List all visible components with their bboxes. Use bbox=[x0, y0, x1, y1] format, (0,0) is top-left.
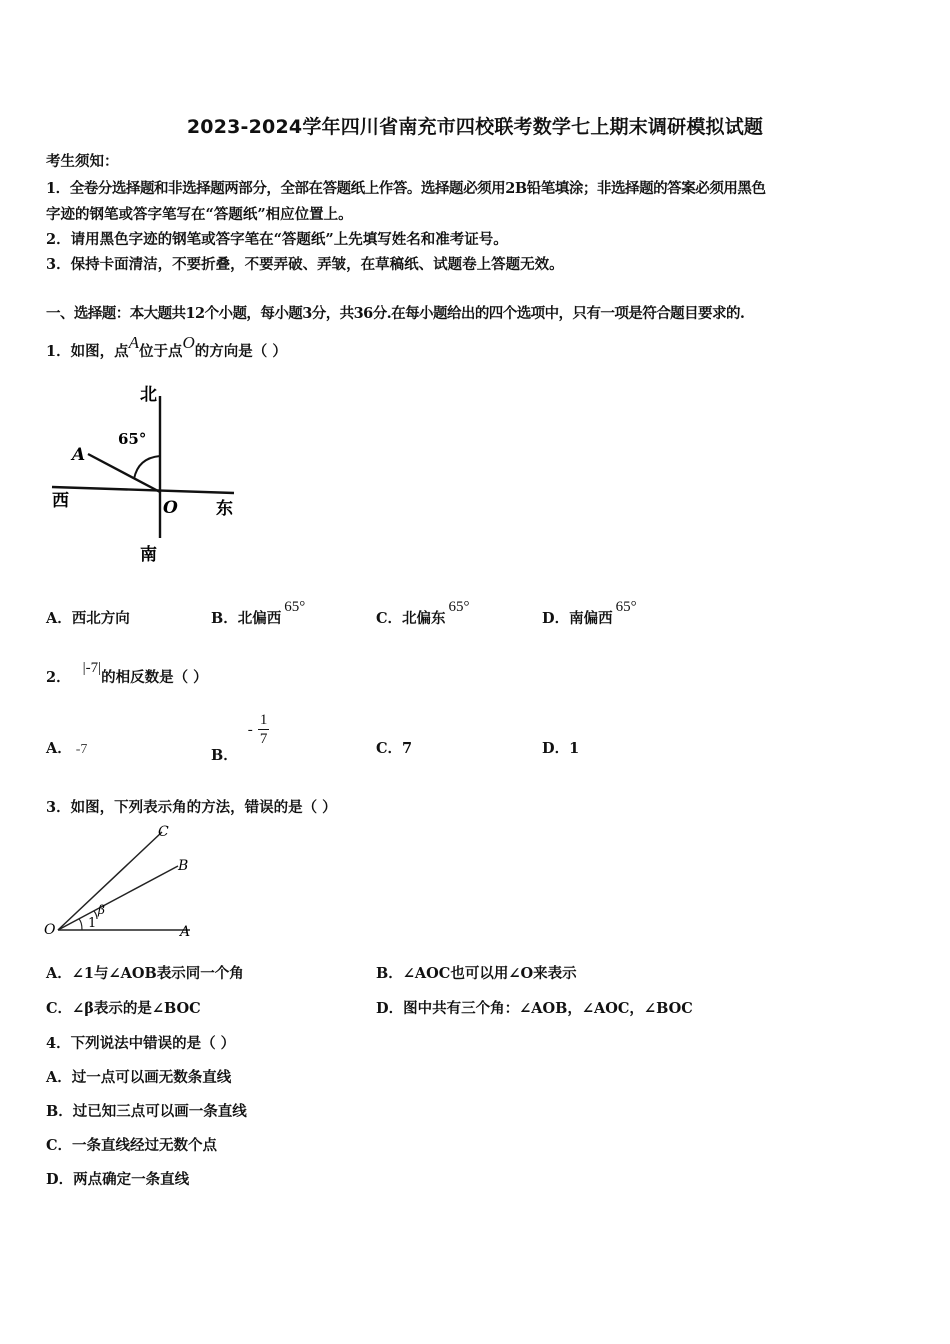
q4-option-d[interactable] bbox=[46, 1168, 189, 1189]
q1-var-o: O bbox=[182, 333, 195, 352]
q1-option-d-degree: 65° bbox=[615, 599, 637, 615]
q1-option-c-degree: 65° bbox=[448, 599, 470, 615]
q4-option-d-letter: D． bbox=[46, 1171, 74, 1188]
q2-option-b-numerator: 1 bbox=[259, 712, 268, 728]
q3-option-c[interactable] bbox=[46, 997, 201, 1018]
label-east: 东 bbox=[216, 499, 233, 519]
q2-abs-value: |-7| bbox=[82, 660, 102, 676]
q1-option-a-text: 西北方向 bbox=[71, 610, 130, 627]
q2-option-d[interactable] bbox=[542, 737, 579, 758]
label-west: 西 bbox=[52, 491, 69, 511]
q3-option-d-letter: D． bbox=[376, 1000, 404, 1017]
q1-option-a[interactable] bbox=[46, 607, 130, 628]
q4-option-a[interactable] bbox=[46, 1066, 231, 1087]
q1-option-c-letter: C． bbox=[376, 610, 403, 627]
q3-option-a[interactable] bbox=[46, 962, 244, 983]
q1-option-b-degree: 65° bbox=[284, 599, 306, 615]
q2-option-a[interactable] bbox=[46, 737, 87, 758]
q2-option-b-denominator: 7 bbox=[259, 731, 268, 747]
q4-option-a-text: 过一点可以画无数条直线 bbox=[71, 1069, 232, 1086]
q4-option-b-letter: B． bbox=[46, 1103, 73, 1120]
page-title: 2023-2024学年四川省南充市四校联考数学七上期末调研模拟试题 bbox=[186, 116, 764, 138]
q3-option-b-letter: B． bbox=[376, 965, 403, 982]
q2-option-d-text: 1 bbox=[569, 740, 580, 757]
q4-option-c[interactable] bbox=[46, 1134, 217, 1155]
q2-option-c-letter: C． bbox=[376, 740, 403, 757]
label-o: O bbox=[44, 922, 56, 938]
q4-option-a-letter: A． bbox=[46, 1069, 72, 1086]
q1-option-d-text: 南偏西 bbox=[569, 610, 613, 627]
west-east-line bbox=[52, 487, 234, 493]
ray-ob-q3 bbox=[58, 866, 178, 930]
label-point-o: O bbox=[163, 498, 178, 518]
q3-option-c-text: ∠β表示的是∠BOC bbox=[72, 1000, 201, 1017]
q3-option-a-text: ∠1与∠AOB表示同一个角 bbox=[71, 965, 244, 982]
q2-suffix: 的相反数是（ ） bbox=[101, 669, 208, 686]
q1-mid: 位于点 bbox=[138, 343, 183, 360]
label-point-a: A bbox=[72, 445, 86, 465]
q1-option-a-letter: A． bbox=[46, 610, 72, 627]
notice-line-3: 3．保持卡面清洁，不要折叠，不要弄破、弄皱，在草稿纸、试题卷上答题无效。 bbox=[46, 256, 564, 273]
q1-option-b-letter: B． bbox=[211, 610, 238, 627]
q4-option-c-letter: C． bbox=[46, 1137, 73, 1154]
notice-heading: 考生须知： bbox=[46, 153, 119, 170]
q3-option-a-letter: A． bbox=[46, 965, 72, 982]
q4-stem: 4．下列说法中错误的是（ ） bbox=[46, 1035, 236, 1052]
q2-option-c[interactable] bbox=[376, 737, 412, 758]
q1-option-c[interactable] bbox=[376, 599, 470, 628]
q1-option-b-text: 北偏西 bbox=[237, 610, 282, 627]
section-heading: 一、选择题：本大题共12个小题，每小题3分，共36分.在每小题给出的四个选项中，只有一项是符合题目要求的. bbox=[46, 305, 745, 322]
q1-option-d[interactable] bbox=[542, 599, 637, 628]
q3-angle-figure bbox=[44, 822, 200, 944]
q2-option-d-letter: D． bbox=[542, 740, 570, 757]
q1-compass-figure bbox=[46, 378, 256, 568]
q3-stem: 3．如图，下列表示角的方法，错误的是（ ） bbox=[46, 799, 337, 816]
q3-option-b[interactable] bbox=[376, 962, 577, 983]
ray-oc-q3 bbox=[58, 832, 162, 930]
notice-line-1b: 字迹的钢笔或答字笔写在“答题纸”相应位置上。 bbox=[46, 206, 353, 223]
notice-line-1a: 1．全卷分选择题和非选择题两部分，全部在答题纸上作答。选择题必须用2B铅笔填涂；非选择题的答案必须用黑色 bbox=[46, 180, 766, 197]
label-b: B bbox=[178, 858, 189, 874]
q1-option-c-text: 北偏东 bbox=[402, 610, 446, 627]
label-south: 南 bbox=[140, 545, 157, 565]
label-a: A bbox=[180, 924, 191, 940]
label-north: 北 bbox=[140, 385, 157, 405]
q2-stem bbox=[46, 660, 208, 687]
q3-option-d[interactable] bbox=[376, 997, 693, 1018]
label-c: C bbox=[158, 824, 169, 840]
label-one: 1 bbox=[88, 916, 97, 931]
q2-option-b-letter: B． bbox=[211, 746, 238, 764]
q4-option-b-text: 过已知三点可以画一条直线 bbox=[72, 1103, 247, 1120]
q3-option-b-text: ∠AOC也可以用∠O来表示 bbox=[402, 965, 577, 982]
q3-option-c-letter: C． bbox=[46, 1000, 73, 1017]
q2-option-b-fraction bbox=[258, 711, 270, 748]
q2-option-b[interactable] bbox=[211, 711, 269, 764]
q2-number: 2． bbox=[46, 669, 71, 686]
q1-stem bbox=[46, 333, 287, 361]
q2-option-b-minus: - bbox=[247, 721, 253, 738]
q4-option-c-text: 一条直线经过无数个点 bbox=[72, 1137, 218, 1154]
label-beta: β bbox=[98, 903, 105, 917]
label-angle: 65° bbox=[118, 430, 147, 448]
notice-line-2: 2．请用黑色字迹的钢笔或答字笔在“答题纸”上先填写姓名和准考证号。 bbox=[46, 231, 508, 248]
angle-arc bbox=[134, 456, 160, 479]
q2-option-c-text: 7 bbox=[402, 740, 413, 757]
q1-prefix: 1．如图，点 bbox=[46, 343, 129, 360]
ray-oa bbox=[88, 454, 160, 492]
q1-option-d-letter: D． bbox=[542, 610, 570, 627]
q3-option-d-text: 图中共有三个角：∠AOB，∠AOC，∠BOC bbox=[403, 1000, 693, 1017]
q2-option-a-text: -7 bbox=[75, 742, 88, 757]
q1-suffix: 的方向是（ ） bbox=[194, 343, 287, 360]
q1-option-b[interactable] bbox=[211, 599, 306, 628]
q4-option-b[interactable] bbox=[46, 1100, 247, 1121]
q1-var-a: A bbox=[128, 333, 139, 352]
q2-option-a-letter: A． bbox=[46, 740, 72, 757]
arc-angle-1 bbox=[79, 919, 82, 930]
q4-option-d-text: 两点确定一条直线 bbox=[73, 1171, 190, 1188]
